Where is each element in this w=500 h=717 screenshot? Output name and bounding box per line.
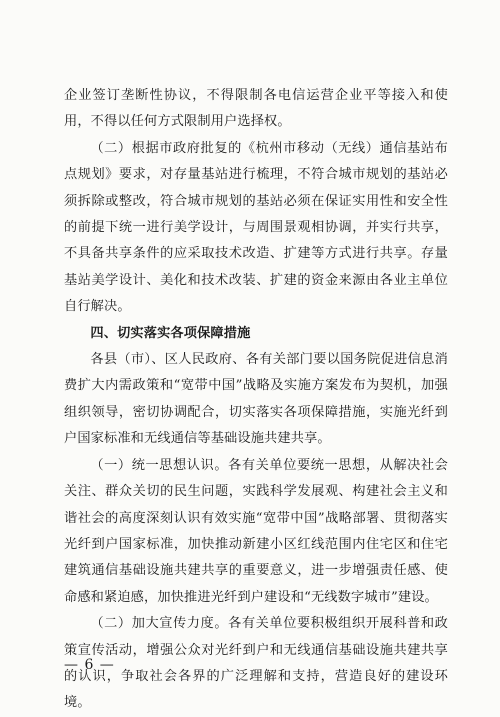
section-intro: 各县（市）、区人民政府、各有关部门要以国务院促进信息消费扩大内需政策和“宽带中国”战略及实施方案发布为契机，加强组织领导，密切协调配合，切实落实各项保障措施，实施光纤到户国家标准和无线通信等基础设施共建共享。 <box>64 352 448 447</box>
item-text: 各有关单位要统一思想，从解决社会关注、群众关切的民生问题，实践科学发展观、构建社会主义和谐社会的高度深刻认识有效实施“宽带中国”战略部署、贯彻落实光纤到户国家标准，加快推动新建小区红线范围内住宅区和住宅建筑通信基础设施共建共享的重要意义，进一步增强责任感、使命感和紧迫感，加快推进光纤到户建设和“无线数字城市”建设。 <box>64 457 449 605</box>
item-label: （一）统一思想认识。 <box>90 457 229 473</box>
body-text <box>64 83 448 717</box>
item-text: 各有关单位要积极组织开展科普和政策宣传活动，增强公众对光纤到户和无线通信基础设施共建共享的认识，争取社会各界的广泛理解和支持，营造良好的建设环境。 <box>64 616 449 711</box>
item-publicity <box>64 611 448 717</box>
section-heading: 四、切实落实各项保障措施 <box>90 325 251 341</box>
paragraph-section-3-2: （二）根据市政府批复的《杭州市移动（无线）通信基站布点规划》要求，对存量基站进行梳理，不符合城市规划的基站必须拆除或整改，符合城市规划的基站必须在保证实用性和安全性的前提下统一进行美学设计，与周围景观相协调，并实行共享，不具备共享条件的应采取技术改造、扩建等方式进行共享。存量基站美学设计、美化和技术改装、扩建的资金来源由各业主单位自行解决。 <box>64 140 448 315</box>
page-number: — 6 — <box>64 657 115 673</box>
item-unify-thinking <box>64 453 448 611</box>
paragraph-continued: 企业签订垄断性协议，不得限制各电信运营企业平等接入和使用，不得以任何方式限制用户选择权。 <box>64 88 448 130</box>
item-label: （二）加大宣传力度。 <box>90 616 229 632</box>
